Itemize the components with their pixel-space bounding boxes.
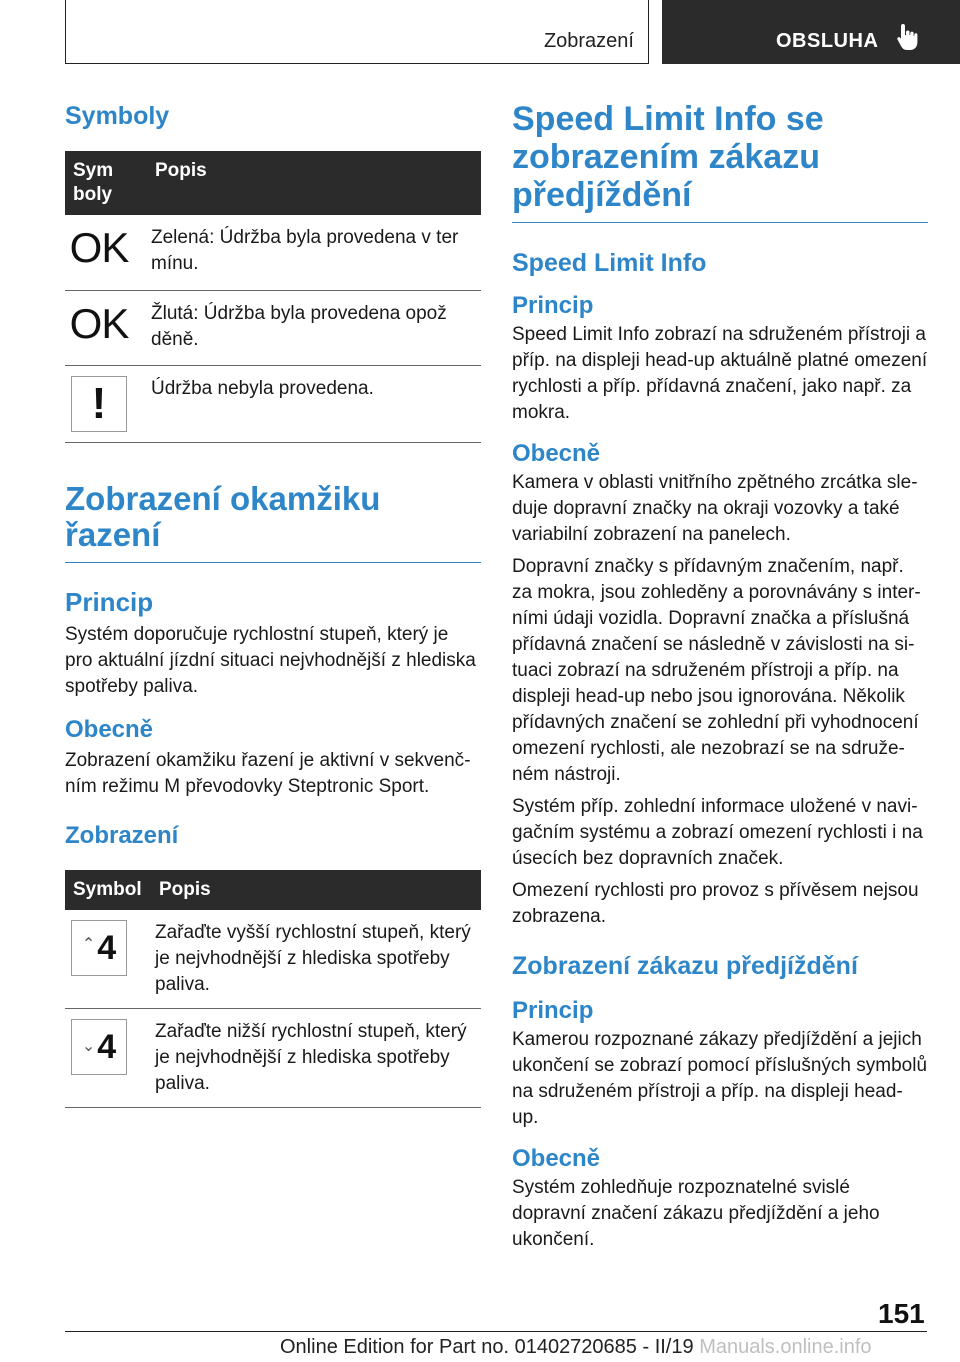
overtaking-title: Zobrazení zákazu předjíždění (512, 952, 858, 981)
princip2-text: Kamerou rozpoznané zákazy předjíždění a jejich ukončení se zobrazí pomocí příslušných symbolů na sdruženém přístroji a příp. na displeji head-up. (512, 1029, 928, 1129)
table-row (65, 215, 481, 290)
row-desc: Žlutá: Údržba byla provedena opož děně. (147, 290, 481, 365)
shift-symbols-table (65, 870, 481, 1108)
chevron-up-icon: ⌃ (81, 936, 96, 954)
sli-title: Speed Limit Info (512, 249, 707, 278)
princip-title: Princip (65, 587, 154, 618)
obecne2-text: Systém zohledňuje rozpoznatelné svislé dopravní značení zákazu předjíždění a jeho ukončení. (512, 1177, 880, 1251)
ok-green-icon (71, 225, 127, 271)
obecne-p2: Dopravní značky s přídavným značením, např. za mokra, jsou zohleděny a porovnávány s interními údaji vozidla. Dopravní značka a příslušná přídavná značení se následně v závislosti na situaci zobrazí na sdruženém přístroji a příp. na displeji head-up nebo jsou ignorována. Několik přídavných značení se zohlední při vyhodnocení omezení rychlosti, ale nezobrazí se na sdruženém nástroji. (512, 556, 921, 786)
row-desc: Zařaďte nižší rychlostní stupeň, který je nejvhodnější z hlediska spotřeby paliva. (151, 1009, 481, 1108)
edition-text: Online Edition for Part no. 01402720685 - II/19 (280, 1336, 694, 1358)
zobrazeni-title: Zobrazení (65, 822, 179, 850)
symbols-table (65, 151, 481, 443)
table-row (65, 290, 481, 365)
footer-edition (280, 1336, 872, 1359)
header-chapter-label: OBSLUHA (776, 30, 879, 52)
header-section-label: Zobrazení (543, 30, 634, 52)
exclamation-symbol: ! (91, 378, 107, 428)
exclamation-icon (71, 376, 127, 432)
table-row (65, 1009, 481, 1108)
obecne-title: Obecně (65, 716, 154, 744)
watermark-text: Manuals.online.info (699, 1336, 872, 1358)
princip-text: Systém doporučuje rychlostní stupeň, který je pro aktuální jízdní situaci nejvhodnější z hlediska spotřeby paliva. (65, 624, 476, 698)
obecne-title: Obecně (512, 440, 601, 468)
chevron-down-icon: ⌄ (81, 1038, 96, 1056)
ok-symbol: OK (69, 299, 129, 347)
princip-title: Princip (512, 292, 594, 320)
gear-number: 4 (97, 929, 117, 968)
obecne-text: Zobrazení okamžiku řazení je aktivní v sekvenčním režimu M převodovky Steptronic Sport. (65, 750, 471, 798)
row-desc: Údržba nebyla provedena. (147, 365, 481, 442)
gear-number: 4 (97, 1028, 117, 1067)
description-col-header: Popis (151, 870, 481, 910)
pointing-hand-icon (896, 22, 920, 52)
speed-limit-main-title: Speed Limit Info se zobrazením zákazu předjíždění (512, 100, 928, 223)
ok-yellow-icon (71, 301, 127, 347)
page-number: 151 (878, 1298, 925, 1329)
row-desc: Zařaďte vyšší rychlostní stupeň, který je nejvhodnější z hlediska spotřeby paliva. (151, 910, 481, 1009)
obecne-p1: Kamera v oblasti vnitřního zpětného zrcátka sleduje dopravní značky na okraji vozovky a také variabilní zobrazení na panelech. (512, 472, 918, 546)
obecne-p4: Omezení rychlosti pro provoz s přívěsem nejsou zobrazena. (512, 880, 919, 928)
princip2-title: Princip (512, 997, 594, 1025)
symbols-col-header: Sym boly (65, 151, 147, 215)
obecne2-title: Obecně (512, 1145, 601, 1173)
shift-down-icon (71, 1019, 127, 1075)
obecne-p3: Systém příp. zohlední informace uložené v navigačním systému a zobrazí omezení rychlosti i na úsecích bez dopravních značek. (512, 796, 923, 870)
table-row (65, 910, 481, 1009)
princip-text: Speed Limit Info zobrazí na sdruženém přístroji a příp. na displeji head-up aktuálně platné omezení rychlosti a příp. přídavná značení, jako např. za mokra. (512, 324, 928, 424)
symbols-title: Symboly (65, 102, 170, 130)
left-column (65, 100, 481, 1108)
right-column (512, 100, 928, 1253)
shift-up-icon (71, 920, 127, 976)
description-col-header: Popis (147, 151, 481, 215)
row-desc: Zelená: Údržba byla provedena v ter mínu. (147, 215, 481, 290)
table-row (65, 365, 481, 442)
shift-indicator-title: Zobrazení okamžiku řazení (65, 481, 481, 564)
symbol-col-header: Symbol (65, 870, 151, 910)
header-section-box (65, 0, 649, 64)
footer-divider (65, 1331, 927, 1332)
ok-symbol: OK (69, 224, 129, 271)
